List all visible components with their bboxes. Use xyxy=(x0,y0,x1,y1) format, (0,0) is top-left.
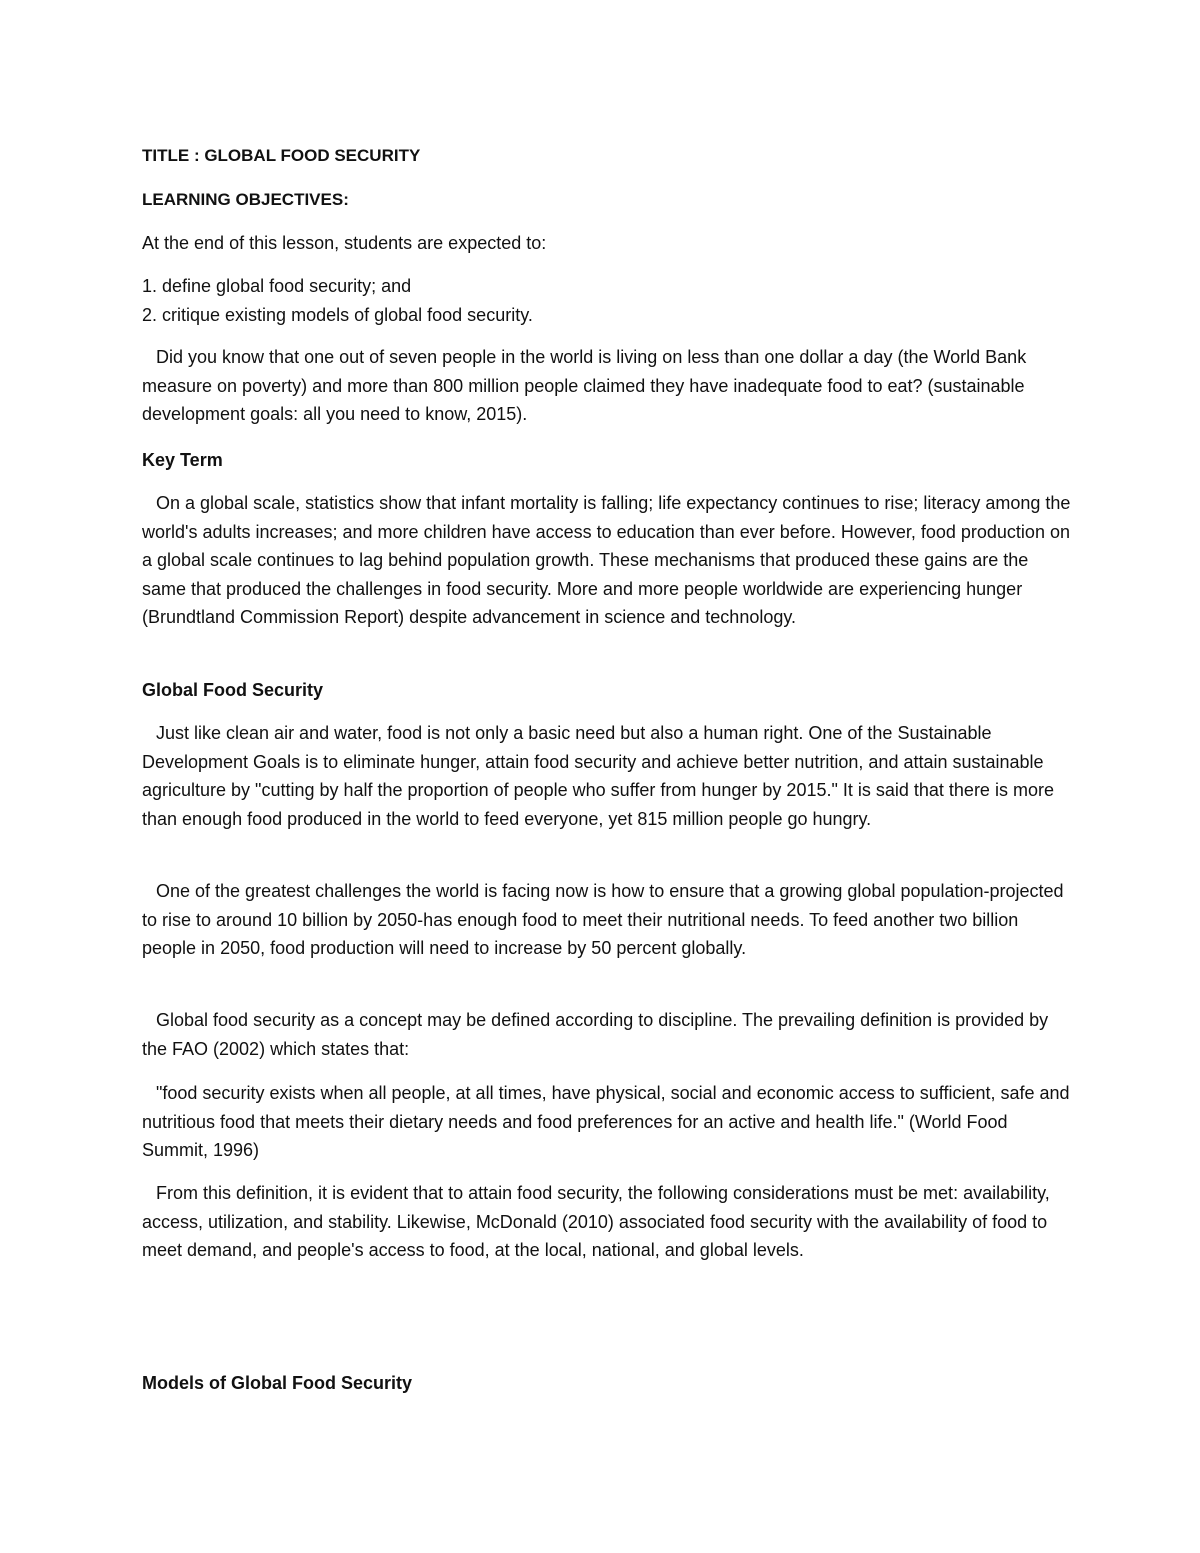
learning-objectives-heading: LEARNING OBJECTIVES: xyxy=(142,190,349,209)
document-title: TITLE : GLOBAL FOOD SECURITY xyxy=(142,146,421,165)
fao-definition-quote: "food security exists when all people, at all times, have physical, social and economic access to sufficient, safe and nutritious food that meets their dietary needs and food preferences for an active and health life." (World Food Summit, 1996) xyxy=(142,1083,1070,1160)
gfs-paragraph-4: From this definition, it is evident that to attain food security, the following considerations must be met: availability, access, utilization, and stability. Likewise, McDonald (2010) associated food security with the availability of food to meet demand, and people's access to food, at the local, national, and global levels. xyxy=(142,1183,1050,1260)
list-item: 2. critique existing models of global food security. xyxy=(142,304,533,325)
intro-paragraph: Did you know that one out of seven people in the world is living on less than one dollar a day (the World Bank measure on poverty) and more than 800 million people claimed they have inadequate food to eat? (sustainable development goals: all you need to know, 2015). xyxy=(142,347,1027,424)
objectives-list xyxy=(142,272,533,329)
models-heading: Models of Global Food Security xyxy=(142,1373,413,1393)
gfs-paragraph-1: Just like clean air and water, food is not only a basic need but also a human right. One of the Sustainable Development Goals is to eliminate hunger, attain food security and achieve better nutrition, and attain sustainable agriculture by "cutting by half the proportion of people who suffer from hunger by 2015." It is said that there is more than enough food produced in the world to feed everyone, yet 815 million people go hungry. xyxy=(142,723,1054,829)
gfs-paragraph-3: Global food security as a concept may be defined according to discipline. The prevailing definition is provided by the FAO (2002) which states that: xyxy=(142,1010,1049,1059)
objectives-intro: At the end of this lesson, students are expected to: xyxy=(142,233,547,253)
key-term-heading: Key Term xyxy=(142,450,223,470)
global-food-security-heading: Global Food Security xyxy=(142,680,324,700)
list-item: 1. define global food security; and xyxy=(142,276,412,296)
gfs-paragraph-2: One of the greatest challenges the world is facing now is how to ensure that a growing global population-projected to rise to around 10 billion by 2050-has enough food to meet their nutritional needs. To feed another two billion people in 2050, food production will need to increase by 50 percent globally. xyxy=(142,881,1064,958)
key-term-paragraph: On a global scale, statistics show that infant mortality is falling; life expectancy continues to rise; literacy among the world's adults increases; and more children have access to education than ever before. However, food production on a global scale continues to lag behind population growth. These mechanisms that produced these gains are the same that produced the challenges in food security. More and more people worldwide are experiencing hunger (Brundtland Commission Report) despite advancement in science and technology. xyxy=(142,493,1071,627)
